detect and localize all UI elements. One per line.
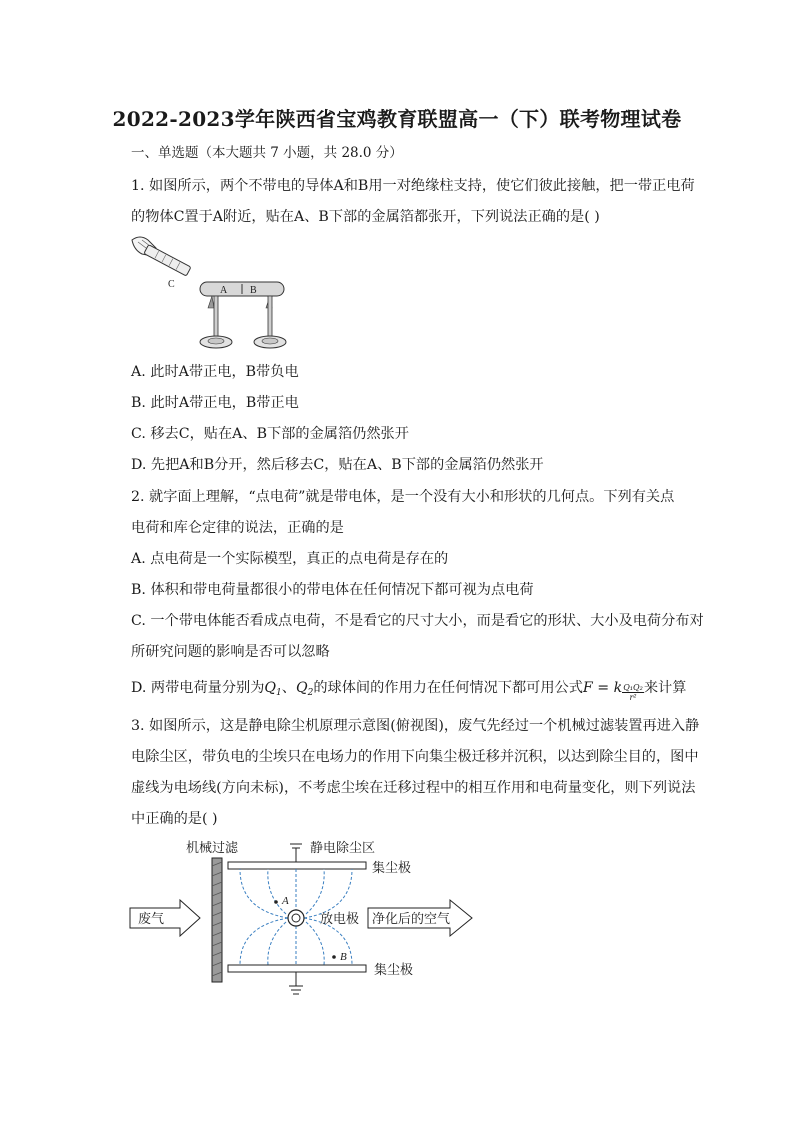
q2-stem-line2: 电荷和库仑定律的说法，正确的是 [131,520,344,536]
label-mech-filter: 机械过滤 [186,841,239,856]
q2-stem-line1: 2. 就字面上理解，“点电荷”就是带电体，是一个没有大小和形状的几何点。下列有关点 [131,489,675,505]
fraction-denominator: r² [629,693,637,702]
point-b-dot [332,955,336,959]
foil-left [208,296,214,308]
label-b: B [250,285,257,296]
q1-option-b: B. 此时A带正电，B带正电 [131,395,299,411]
label-clean-air: 净化后的空气 [372,912,451,927]
q1-conductor-figure [128,234,298,354]
label-zone: 静电除尘区 [310,841,376,856]
section-heading: 一、单选题（本大题共 7 小题，共 28.0 分） [131,145,403,161]
collector-plate-top [228,862,366,869]
coulomb-formula-lhs: F = k [582,680,623,696]
q2-option-a: A. 点电荷是一个实际模型，真正的点电荷是存在的 [131,551,449,567]
q3-stem-line3: 虚线为电场线(方向未标)，不考虑尘埃在迁移过程中的相互作用和电荷量变化，则下列说法 [131,780,696,796]
label-discharge: 放电极 [320,912,360,927]
label-point-b: B [340,951,347,963]
q2-option-c-line2: 所研究问题的影响是否可以忽略 [131,644,330,660]
q3-stem-line4: 中正确的是( ) [131,811,218,827]
q2-option-b: B. 体积和带电荷量都很小的带电体在任何情况下都可视为点电荷 [131,582,534,598]
q2-option-d-suffix: 来计算 [643,680,687,696]
charge-q2-subscript: 2 [307,688,314,698]
q2-option-c-line1: C. 一个带电体能否看成点电荷，不是看它的尺寸大小，而是看它的形状、大小及电荷分布对 [131,613,704,629]
label-c: C [168,279,175,290]
label-collector-bottom: 集尘极 [374,963,414,978]
q3-precipitator-figure [128,836,488,1002]
fraction-numerator: Q₁Q₂ [623,683,643,692]
q1-option-a: A. 此时A带正电，B带负电 [131,364,299,380]
charge-q2: Q [295,680,308,696]
q2-option-d-mid: 的球体间的作用力在任何情况下都可用公式 [313,680,583,696]
label-a: A [220,285,228,296]
q1-stem-line1: 1. 如图所示，两个不带电的导体A和B用一对绝缘柱支持，使它们彼此接触，把一带正电荷 [131,178,695,194]
charged-rod [144,245,191,276]
label-collector-top: 集尘极 [372,861,412,876]
exam-title: 2022-2023学年陕西省宝鸡教育联盟高一（下）联考物理试卷 [112,107,682,131]
q3-stem-line2: 电除尘区，带负电的尘埃只在电场力的作用下向集尘极迁移并沉积，以达到除尘目的，图中 [131,749,699,765]
q3-stem-line1: 3. 如图所示，这是静电除尘机原理示意图(俯视图)，废气先经过一个机械过滤装置再进入静 [131,718,700,734]
label-point-a: A [282,895,289,907]
mechanical-filter [212,858,222,982]
q2-option-d [131,678,701,703]
point-a-dot [274,900,278,904]
charge-separator: 、 [281,680,296,696]
coulomb-fraction [622,683,644,702]
collector-plate-bottom [228,965,366,972]
q1-option-d: D. 先把A和B分开，然后移去C，贴在A、B下部的金属箔仍然张开 [131,457,544,473]
label-waste-gas: 废气 [138,912,165,927]
charge-q1: Q [264,680,277,696]
charge-q1-subscript: 1 [276,688,282,698]
q1-option-c: C. 移去C，贴在A、B下部的金属箔仍然张开 [131,426,409,442]
q1-stem-line2: 的物体C置于A附近，贴在A、B下部的金属箔都张开，下列说法正确的是( ) [131,209,600,225]
q2-option-d-prefix: D. 两带电荷量分别为 [131,680,265,696]
